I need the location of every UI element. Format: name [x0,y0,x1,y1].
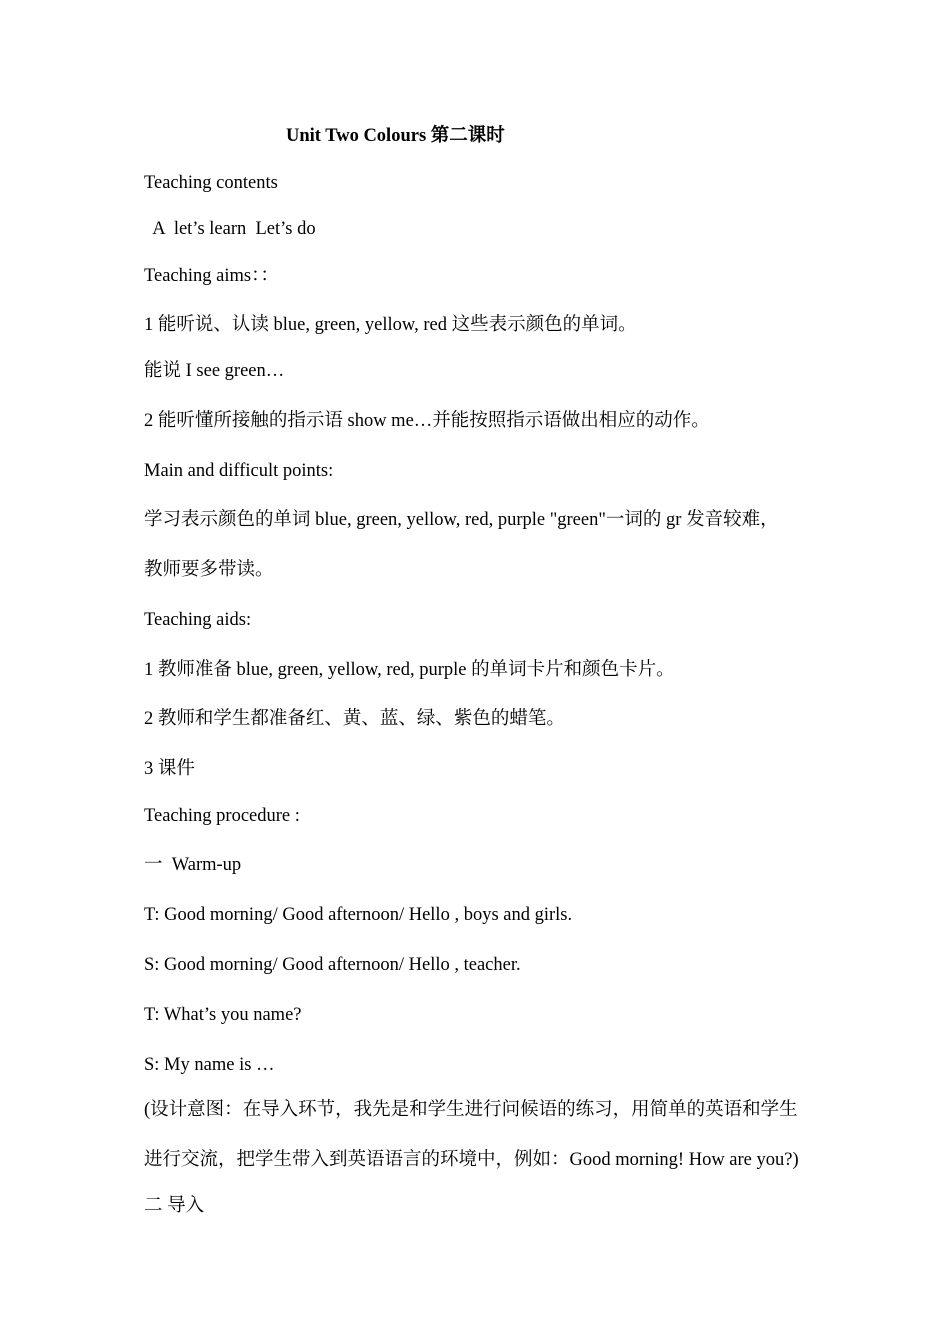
design-intent-line: 进行交流，把学生带入到英语语言的环境中，例如：Good morning! How are you?) [144,1150,799,1170]
heading-teaching-aims: Teaching aims：： [144,266,279,286]
aim-line: 2 能听懂所接触的指示语 show me…并能按照指示语做出相应的动作。 [144,411,710,431]
aim-line: 1 能听说、认读 blue, green, yellow, red 这些表示颜色的单词。 [144,315,637,335]
section-introduction: 二 导入 [144,1196,205,1216]
dialogue-line: T: Good morning/ Good afternoon/ Hello , boys and girls. [144,905,573,925]
aim-line: 能说 I see green… [144,361,285,381]
aids-line: 2 教师和学生都准备红、黄、蓝、绿、紫色的蜡笔。 [144,709,565,729]
document-title: Unit Two Colours 第二课时 [286,126,505,146]
design-intent-line: (设计意图：在导入环节，我先是和学生进行问候语的练习，用简单的英语和学生 [144,1100,798,1120]
dialogue-line: S: My name is … [144,1055,275,1075]
aids-line: 3 课件 [144,759,195,779]
points-line: 教师要多带读。 [144,560,274,580]
dialogue-line: T: What’s you name? [144,1005,302,1025]
dialogue-line: S: Good morning/ Good afternoon/ Hello , teacher. [144,955,521,975]
content-line: A let’s learn Let’s do [144,219,316,239]
points-line: 学习表示颜色的单词 blue, green, yellow, red, purple "green"一词的 gr 发音较难， [144,510,779,530]
aids-line: 1 教师准备 blue, green, yellow, red, purple 的单词卡片和颜色卡片。 [144,660,675,680]
heading-teaching-procedure: Teaching procedure : [144,806,300,826]
heading-teaching-contents: Teaching contents [144,173,278,193]
heading-teaching-aids: Teaching aids: [144,610,252,630]
section-warm-up: 一 Warm-up [144,855,242,875]
heading-main-difficult-points: Main and difficult points: [144,461,334,481]
